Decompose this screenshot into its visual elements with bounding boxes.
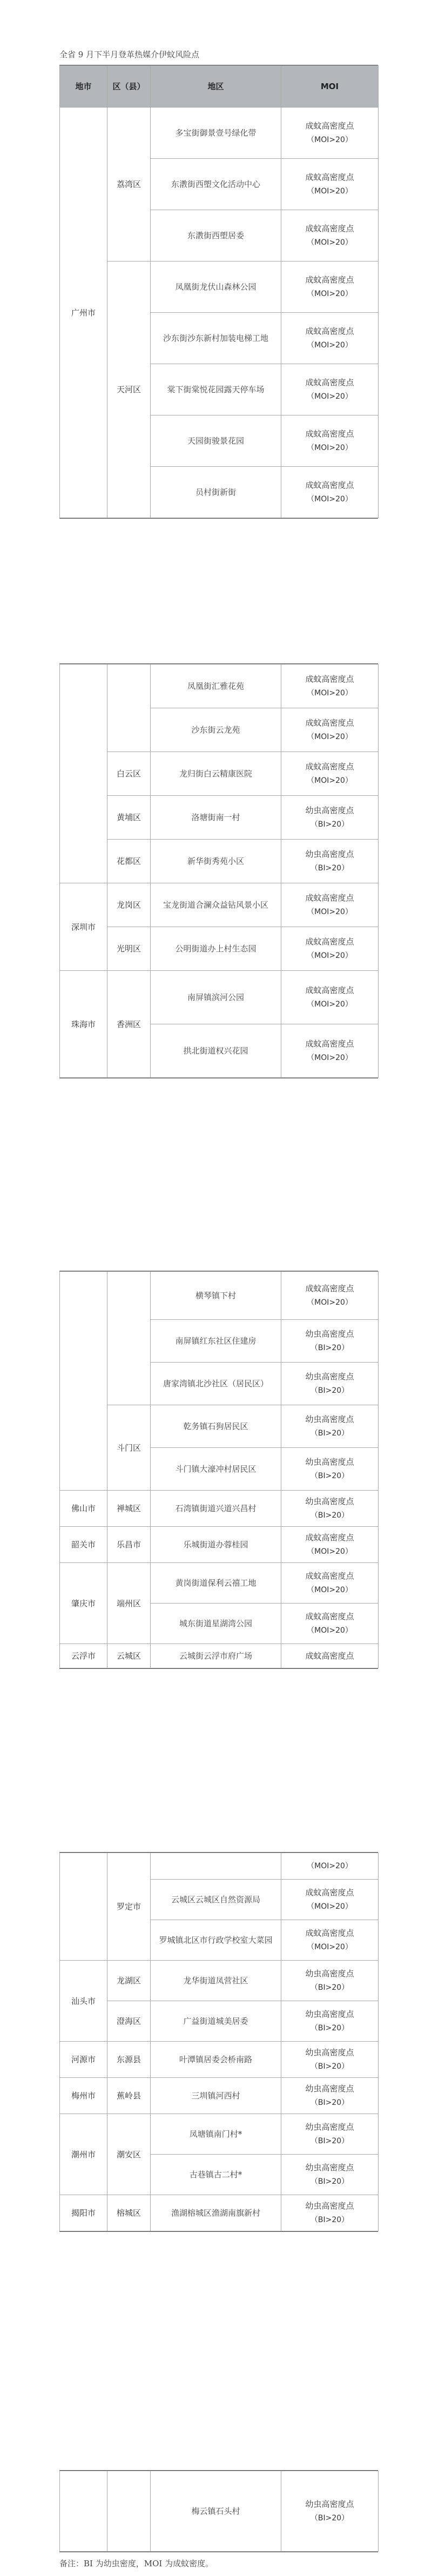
table-section-3	[59, 1271, 378, 1669]
city-cell: 河源市	[60, 2042, 107, 2078]
district-cell: 蕉岭县	[107, 2078, 151, 2114]
area-cell: 石湾镇街道兴道兴昌村	[151, 1491, 281, 1527]
district-cell: 乐昌市	[107, 1527, 151, 1563]
moi-cell	[281, 210, 379, 261]
district-cell: 龙岗区	[107, 883, 151, 927]
risk-label: 成蚊高密度点	[305, 1571, 354, 1581]
area-cell: 横琴镇下村	[151, 1272, 281, 1320]
header-district: 区（县）	[107, 66, 151, 108]
risk-label: 成蚊高密度点	[305, 1928, 354, 1938]
risk-value: （MOI>20）	[307, 136, 353, 144]
risk-value: （MOI>20）	[307, 495, 353, 504]
risk-label: 成蚊高密度点	[305, 224, 354, 233]
risk-label: 幼虫高密度点	[305, 2048, 354, 2057]
risk-label: 成蚊高密度点	[305, 1888, 354, 1897]
risk-label: 幼虫高密度点	[305, 1969, 354, 1978]
table-section-4	[59, 1852, 378, 2232]
area-cell: 叶潭镇居委会桥南路	[151, 2042, 281, 2078]
city-cell-continued	[60, 2471, 107, 2552]
risk-value: （BI>20）	[310, 1344, 349, 1352]
area-cell: 公明街道办上村生态园	[151, 927, 281, 971]
district-cell: 澄海区	[107, 2001, 151, 2042]
risk-table-5	[59, 2471, 379, 2552]
risk-value: （MOI>20）	[307, 444, 353, 452]
risk-label: 幼虫高密度点	[305, 2009, 354, 2019]
risk-label: 成蚊高密度点	[305, 1533, 354, 1542]
risk-value: （MOI>20）	[307, 187, 353, 196]
moi-cell	[281, 159, 379, 210]
risk-value: （MOI>20）	[307, 908, 353, 916]
area-cell: 东漖街西塱文化活动中心	[151, 159, 281, 210]
district-cell: 云城区	[107, 1644, 151, 1668]
moi-cell	[281, 1961, 379, 2001]
risk-value: （BI>20）	[310, 1472, 349, 1480]
risk-label: 成蚊高密度点	[305, 1284, 354, 1293]
risk-label: 成蚊高密度点	[305, 1651, 354, 1661]
moi-cell	[281, 415, 379, 467]
area-cell: 多宝街御景壹号绿化带	[151, 108, 281, 159]
city-cell: 珠海市	[60, 971, 107, 1078]
risk-label: 幼虫高密度点	[305, 1372, 354, 1381]
risk-value: （MOI>20）	[307, 1862, 353, 1870]
risk-value: （MOI>20）	[307, 290, 353, 298]
moi-cell	[281, 1644, 379, 1668]
risk-label: 成蚊高密度点	[305, 326, 354, 336]
risk-value: （MOI>20）	[307, 733, 353, 741]
city-cell-continued	[60, 1853, 107, 1961]
risk-value: （BI>20）	[310, 864, 349, 873]
city-cell: 汕头市	[60, 1961, 107, 2042]
risk-label: 成蚊高密度点	[305, 718, 354, 728]
risk-label: 幼虫高密度点	[305, 2084, 354, 2094]
moi-cell	[281, 313, 379, 364]
risk-value: （MOI>20）	[307, 238, 353, 247]
district-cell: 天河区	[107, 261, 151, 518]
city-cell: 梅州市	[60, 2078, 107, 2114]
moi-cell	[281, 2078, 379, 2114]
area-cell: 黄岗街道保利云禧工地	[151, 1563, 281, 1604]
risk-label: 幼虫高密度点	[305, 1457, 354, 1467]
city-cell: 揭阳市	[60, 2195, 107, 2231]
district-cell: 东源县	[107, 2042, 151, 2078]
risk-label: 幼虫高密度点	[305, 1329, 354, 1339]
risk-label: 幼虫高密度点	[305, 2122, 354, 2132]
moi-cell	[281, 1405, 379, 1448]
moi-cell	[281, 1448, 379, 1491]
district-cell: 禅城区	[107, 1491, 151, 1527]
moi-cell	[281, 2155, 379, 2195]
risk-label: 成蚊高密度点	[305, 985, 354, 995]
risk-value: （BI>20）	[310, 820, 349, 829]
risk-value: （BI>20）	[310, 1511, 349, 1520]
moi-cell	[281, 1320, 379, 1363]
district-cell-continued	[107, 1272, 151, 1405]
moi-cell	[281, 752, 379, 796]
area-cell: 洛塘街南一村	[151, 796, 281, 840]
table-caption: 全省 9 月下半月登革热媒介伊蚊风险点	[59, 50, 200, 59]
moi-cell	[281, 2114, 379, 2155]
moi-cell	[281, 927, 379, 971]
risk-label: 成蚊高密度点	[305, 762, 354, 772]
area-cell: 凤塘镇南门村*	[151, 2114, 281, 2155]
area-cell: 宝龙街道合澜众益钻风景小区	[151, 883, 281, 927]
risk-value: （BI>20）	[310, 2098, 349, 2107]
risk-value: （MOI>20）	[307, 392, 353, 401]
risk-value: （BI>20）	[310, 2514, 349, 2523]
header-city: 地市	[60, 66, 107, 108]
moi-cell	[281, 467, 379, 518]
area-cell: 沙东街云龙苑	[151, 708, 281, 752]
area-cell: 拱北街道权兴花园	[151, 1024, 281, 1078]
area-cell: 南屏镇滨河公园	[151, 971, 281, 1024]
risk-table-1	[59, 65, 379, 518]
moi-cell	[281, 1920, 379, 1961]
district-cell: 端州区	[107, 1563, 151, 1644]
city-cell: 韶关市	[60, 1527, 107, 1563]
risk-value: （MOI>20）	[307, 1000, 353, 1009]
moi-cell	[281, 796, 379, 840]
risk-table-3	[59, 1271, 379, 1668]
risk-value: （BI>20）	[310, 2024, 349, 2032]
moi-cell	[281, 261, 379, 313]
city-cell: 肇庆市	[60, 1563, 107, 1644]
risk-value: （MOI>20）	[307, 1943, 353, 1951]
risk-value: （MOI>20）	[307, 1298, 353, 1307]
moi-cell	[281, 2042, 379, 2078]
risk-label: 成蚊高密度点	[305, 674, 354, 684]
area-cell: 沙东街沙东新村加装电梯工地	[151, 313, 281, 364]
district-cell: 潮安区	[107, 2114, 151, 2195]
area-cell: 城东街道星湖湾公园	[151, 1604, 281, 1644]
moi-cell	[281, 1491, 379, 1527]
risk-table-4	[59, 1853, 379, 2231]
district-cell: 白云区	[107, 752, 151, 796]
risk-value: （MOI>20）	[307, 1054, 353, 1062]
risk-value: （MOI>20）	[307, 341, 353, 350]
risk-value: （MOI>20）	[307, 1902, 353, 1911]
city-cell: 广州市	[60, 108, 107, 518]
area-cell: 广益街道城美居委	[151, 2001, 281, 2042]
risk-table-2	[59, 664, 379, 1078]
risk-value: （MOI>20）	[307, 1547, 353, 1556]
moi-cell	[281, 1272, 379, 1320]
district-cell: 花都区	[107, 840, 151, 883]
risk-value: （MOI>20）	[307, 1626, 353, 1635]
moi-cell	[281, 665, 379, 708]
city-cell: 深圳市	[60, 883, 107, 971]
risk-label: 成蚊高密度点	[305, 480, 354, 490]
risk-value: （BI>20）	[310, 1983, 349, 1992]
moi-cell	[281, 2195, 379, 2231]
risk-label: 幼虫高密度点	[305, 1414, 354, 1424]
risk-label: 成蚊高密度点	[305, 1039, 354, 1049]
moi-cell	[281, 883, 379, 927]
city-cell: 潮州市	[60, 2114, 107, 2195]
district-cell: 荔湾区	[107, 108, 151, 261]
risk-label: 成蚊高密度点	[305, 172, 354, 182]
district-cell: 榕城区	[107, 2195, 151, 2231]
risk-label: 成蚊高密度点	[305, 1612, 354, 1621]
area-cell: 梅云镇石头村	[151, 2471, 281, 2552]
risk-value: （BI>20）	[310, 2216, 349, 2224]
moi-cell	[281, 2471, 379, 2552]
risk-value: （MOI>20）	[307, 689, 353, 697]
risk-label: 成蚊高密度点	[305, 893, 354, 903]
risk-label: 成蚊高密度点	[305, 378, 354, 387]
header-area: 地区	[151, 66, 281, 108]
risk-label: 成蚊高密度点	[305, 121, 354, 131]
area-cell: 斗门镇大濠冲村居民区	[151, 1448, 281, 1491]
risk-label: 幼虫高密度点	[305, 2163, 354, 2172]
district-cell: 黄埔区	[107, 796, 151, 840]
moi-cell	[281, 971, 379, 1024]
moi-cell	[281, 708, 379, 752]
moi-cell	[281, 364, 379, 415]
district-cell: 龙湖区	[107, 1961, 151, 2001]
area-cell: 南屏镇红东社区住建房	[151, 1320, 281, 1363]
area-cell: 棠下街棠悦花园露天停车场	[151, 364, 281, 415]
footnote: 备注：BI 为幼虫密度，MOI 为成蚊密度。	[59, 2559, 214, 2568]
district-cell-continued	[107, 2471, 151, 2552]
area-cell: 乾务镇石狗居民区	[151, 1405, 281, 1448]
risk-value: （BI>20）	[310, 2062, 349, 2071]
area-cell-continued	[151, 1853, 281, 1880]
district-cell: 香洲区	[107, 971, 151, 1078]
area-cell: 乐城街道办蓉桂园	[151, 1527, 281, 1563]
risk-value: （BI>20）	[310, 2137, 349, 2145]
moi-cell	[281, 1363, 379, 1405]
risk-label: 幼虫高密度点	[305, 849, 354, 859]
risk-value: （MOI>20）	[307, 1586, 353, 1594]
area-cell: 新华街秀苑小区	[151, 840, 281, 883]
area-cell: 古巷镇古二村*	[151, 2155, 281, 2195]
risk-label: 幼虫高密度点	[305, 806, 354, 815]
moi-cell	[281, 108, 379, 159]
area-cell: 三圳镇河西村	[151, 2078, 281, 2114]
moi-cell	[281, 1563, 379, 1604]
district-cell: 罗定市	[107, 1853, 151, 1961]
risk-label: 成蚊高密度点	[305, 275, 354, 285]
moi-cell	[281, 1604, 379, 1644]
table-section-2	[59, 663, 378, 1078]
area-cell: 龙华街道凤营社区	[151, 1961, 281, 2001]
moi-cell	[281, 1024, 379, 1078]
risk-value: （MOI>20）	[307, 951, 353, 960]
header-moi: MOI	[281, 66, 379, 108]
area-cell: 云城街云浮市府广场	[151, 1644, 281, 1668]
city-cell-continued	[60, 1272, 107, 1491]
moi-cell	[281, 2001, 379, 2042]
table-section-1	[59, 65, 378, 519]
area-cell: 渔湖榕城区渔湖南旗新村	[151, 2195, 281, 2231]
moi-cell	[281, 1880, 379, 1920]
risk-label: 幼虫高密度点	[305, 2499, 354, 2509]
moi-cell	[281, 1853, 379, 1880]
area-cell: 罗城镇北区市行政学校室大菜园	[151, 1920, 281, 1961]
table-section-5	[59, 2470, 378, 2552]
risk-label: 幼虫高密度点	[305, 1497, 354, 1506]
moi-cell	[281, 840, 379, 883]
risk-value: （BI>20）	[310, 1386, 349, 1395]
area-cell: 凤凰街龙伏山森林公园	[151, 261, 281, 313]
city-cell-continued	[60, 665, 107, 883]
risk-label: 幼虫高密度点	[305, 2201, 354, 2211]
city-cell: 佛山市	[60, 1491, 107, 1527]
area-cell: 东漖街西塱居委	[151, 210, 281, 261]
risk-value: （BI>20）	[310, 2177, 349, 2186]
risk-value: （BI>20）	[310, 1429, 349, 1438]
area-cell: 唐家湾镇北沙社区（居民区）	[151, 1363, 281, 1405]
area-cell: 龙归街白云精康医院	[151, 752, 281, 796]
area-cell: 员村街新街	[151, 467, 281, 518]
risk-label: 成蚊高密度点	[305, 429, 354, 439]
moi-cell	[281, 1527, 379, 1563]
city-cell: 云浮市	[60, 1644, 107, 1668]
district-cell-continued	[107, 665, 151, 752]
district-cell: 光明区	[107, 927, 151, 971]
district-cell: 斗门区	[107, 1405, 151, 1491]
area-cell: 凤凰街汇雅花苑	[151, 665, 281, 708]
area-cell: 天园街骏景花园	[151, 415, 281, 467]
risk-label: 成蚊高密度点	[305, 937, 354, 947]
risk-value: （MOI>20）	[307, 776, 353, 785]
area-cell: 云城区云城区自然资源局	[151, 1880, 281, 1920]
